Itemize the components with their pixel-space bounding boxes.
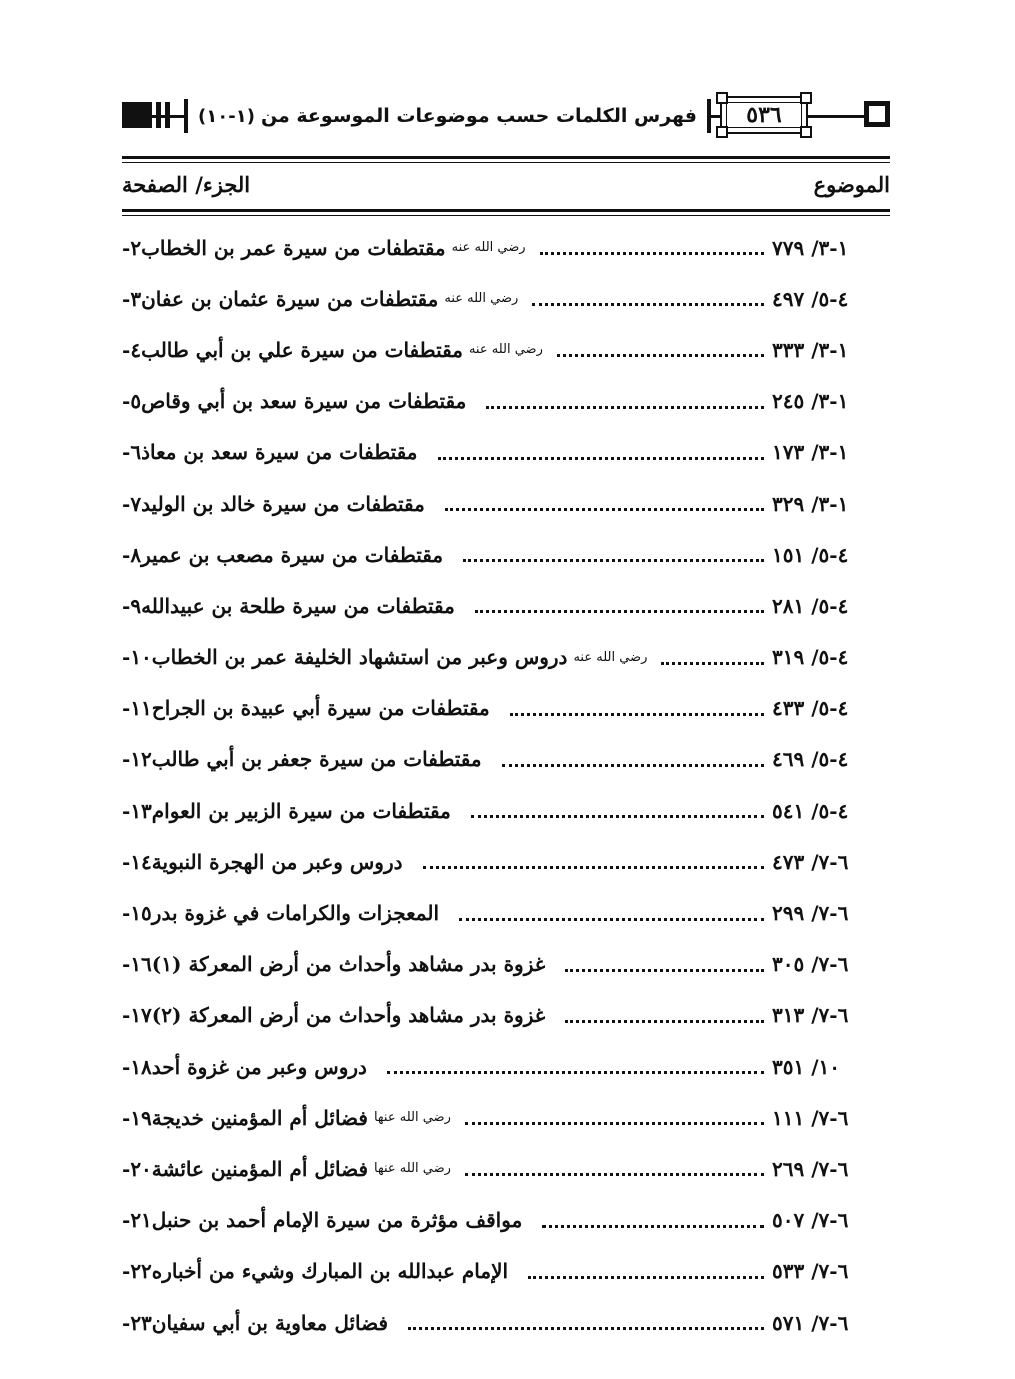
entry-number: ٦-: [122, 440, 142, 465]
entry-reference: ٦-٧/ ١١١: [772, 1105, 849, 1130]
entry-number: ٢-: [122, 235, 142, 260]
entry-reference: ٦-٧/ ٥٧١: [772, 1310, 849, 1335]
entry-reference: ١٠/ ٣٥١: [772, 1054, 840, 1079]
index-entry: [122, 632, 890, 683]
index-entries: [122, 222, 890, 1348]
entry-title: فضائل معاوية بن أبي سفيان: [151, 1310, 389, 1335]
entry-reference: ٤-٥/ ٤٣٣: [772, 696, 849, 721]
dot-leader: [565, 1020, 764, 1023]
index-entry: [122, 580, 890, 631]
entry-title: غزوة بدر مشاهد وأحداث من أرض المعركة (٢): [151, 1003, 546, 1028]
entry-number: ١٨-: [122, 1054, 152, 1079]
dot-leader: [465, 1173, 764, 1176]
running-title: فهرس الكلمات حسب موضوعات الموسوعة من: [260, 105, 698, 127]
entry-title: مقتطفات من سيرة عثمان بن عفان: [141, 286, 439, 311]
entry-reference: ١-٣/ ٣٣٣: [772, 337, 849, 362]
entry-number: ١٦-: [122, 952, 152, 977]
dot-leader: [423, 866, 764, 869]
entry-title: الإمام عبدالله بن المبارك وشيء من أخباره: [151, 1259, 509, 1284]
index-entry: [122, 427, 890, 478]
entry-title: دروس وعبر من الهجرة النبوية: [151, 849, 403, 874]
entry-number: ٢٣-: [122, 1310, 152, 1335]
column-heading-topic: الموضوع: [813, 172, 890, 197]
index-entry: [122, 376, 890, 427]
dot-leader: [565, 969, 764, 972]
entry-number: ٢١-: [122, 1208, 152, 1233]
entry-reference: ٤-٥/ ٤٩٧: [772, 286, 849, 311]
index-entry: [122, 785, 890, 836]
dot-leader: [387, 1071, 764, 1074]
header-divider-thick: [122, 156, 890, 159]
entry-honorific: رضي الله عنه: [451, 240, 526, 256]
entry-number: ٩-: [122, 593, 142, 618]
entry-reference: ١-٣/ ٢٤٥: [772, 389, 849, 414]
entry-title: دروس وعبر من استشهاد الخليفة عمر بن الخطاب: [151, 645, 568, 670]
page-number-frame: [720, 96, 808, 134]
dot-leader: [408, 1327, 764, 1330]
entry-number: ٢٠-: [122, 1156, 152, 1181]
entry-reference: ٦-٧/ ٤٧٣: [772, 849, 849, 874]
entry-reference: ٦-٧/ ٥٠٧: [772, 1208, 849, 1233]
index-entry: [122, 887, 890, 938]
entry-reference: ٤-٥/ ٥٤١: [772, 798, 849, 823]
entry-reference: ٤-٥/ ٢٨١: [772, 593, 849, 618]
column-heading-reference: الجزء/ الصفحة: [122, 172, 251, 197]
entry-title: مقتطفات من سيرة خالد بن الوليد: [141, 491, 425, 516]
entry-reference: ١-٣/ ٧٧٩: [772, 235, 849, 260]
entry-reference: ٤-٥/ ٣١٩: [772, 645, 849, 670]
dot-leader: [465, 1122, 764, 1125]
entry-reference: ٦-٧/ ٥٣٣: [772, 1259, 849, 1284]
index-entry: [122, 273, 890, 324]
entry-number: ٤-: [122, 337, 142, 362]
entry-title: مقتطفات من سيرة الزبير بن العوام: [151, 798, 451, 823]
entry-title: فضائل أم المؤمنين عائشة: [151, 1156, 369, 1181]
index-entry: [122, 1195, 890, 1246]
entry-honorific: رضي الله عنه: [573, 649, 648, 665]
entry-number: ٧-: [122, 491, 142, 516]
entry-reference: ٦-٧/ ٢٦٩: [772, 1156, 849, 1181]
entry-reference: ٤-٥/ ١٥١: [772, 542, 849, 567]
entry-reference: ١-٣/ ٣٢٩: [772, 491, 849, 516]
entry-reference: ٤-٥/ ٤٦٩: [772, 747, 849, 772]
running-header: [122, 96, 890, 136]
entry-number: ١٣-: [122, 798, 152, 823]
dot-leader: [542, 1225, 764, 1228]
entry-title: مقتطفات من سيرة عمر بن الخطاب: [141, 235, 446, 260]
entry-title: مقتطفات من سيرة سعد بن أبي وقاص: [141, 389, 467, 414]
index-entry: [122, 1143, 890, 1194]
entry-reference: ١-٣/ ١٧٣: [772, 440, 849, 465]
entry-title: مقتطفات من سيرة سعد بن معاذ: [141, 440, 418, 465]
header-divider-thin: [122, 162, 890, 163]
page-number: ٥٣٦: [746, 102, 782, 128]
entry-number: ٢٢-: [122, 1259, 152, 1284]
entry-title: مواقف مؤثرة من سيرة الإمام أحمد بن حنبل: [151, 1208, 523, 1233]
entry-number: ١٩-: [122, 1105, 152, 1130]
index-entry: [122, 1297, 890, 1348]
index-entry: [122, 990, 890, 1041]
index-entry: [122, 836, 890, 887]
entry-title: دروس وعبر من غزوة أحد: [151, 1054, 367, 1079]
entry-number: ١٥-: [122, 901, 152, 926]
entry-number: ٨-: [122, 542, 142, 567]
entry-number: ١٧-: [122, 1003, 152, 1028]
dot-leader: [502, 764, 764, 767]
index-entry: [122, 734, 890, 785]
dot-leader: [471, 815, 764, 818]
column-heading-divider: [122, 209, 890, 212]
column-heading-divider-thin: [122, 215, 890, 216]
entry-number: ١١-: [122, 696, 152, 721]
entry-reference: ٦-٧/ ٣١٣: [772, 1003, 849, 1028]
header-left-ornament: [122, 102, 170, 128]
entry-title: غزوة بدر مشاهد وأحداث من أرض المعركة (١): [151, 952, 546, 977]
dot-leader: [510, 713, 764, 716]
entry-reference: ٦-٧/ ٣٠٥: [772, 952, 849, 977]
entry-honorific: رضي الله عنه: [468, 342, 543, 358]
dot-leader: [463, 559, 764, 562]
entry-honorific: رضي الله عنه: [444, 291, 519, 307]
entry-number: ١٠-: [122, 645, 152, 670]
entry-honorific: رضي الله عنها: [374, 1161, 451, 1177]
entry-number: ٣-: [122, 286, 142, 311]
index-entry: [122, 324, 890, 375]
running-title-box: [184, 99, 711, 133]
entry-title: مقتطفات من سيرة طلحة بن عبيدالله: [141, 593, 455, 618]
entry-title: المعجزات والكرامات في غزوة بدر: [151, 901, 440, 926]
index-entry: [122, 478, 890, 529]
dot-leader: [540, 252, 764, 255]
entry-title: مقتطفات من سيرة علي بن أبي طالب: [141, 337, 463, 362]
index-entry: [122, 1041, 890, 1092]
dot-leader: [528, 1276, 764, 1279]
entry-number: ١٢-: [122, 747, 152, 772]
entry-title: مقتطفات من سيرة مصعب بن عمير: [141, 542, 444, 567]
dot-leader: [661, 662, 764, 665]
dot-leader: [445, 508, 764, 511]
entry-honorific: رضي الله عنها: [373, 1110, 451, 1126]
dot-leader: [557, 354, 764, 357]
dot-leader: [438, 457, 765, 460]
entry-title: فضائل أم المؤمنين خديجة: [151, 1105, 368, 1130]
running-title-range: (١-١٠): [198, 105, 255, 127]
index-entry: [122, 529, 890, 580]
entry-reference: ٦-٧/ ٢٩٩: [772, 901, 849, 926]
index-entry: [122, 939, 890, 990]
dot-leader: [459, 918, 764, 921]
index-entry: [122, 222, 890, 273]
dot-leader: [475, 610, 764, 613]
dot-leader: [486, 406, 764, 409]
entry-title: مقتطفات من سيرة أبي عبيدة بن الجراح: [151, 696, 490, 721]
header-right-ornament: [864, 101, 890, 127]
dot-leader: [532, 303, 764, 306]
index-entry: [122, 1092, 890, 1143]
entry-number: ٥-: [122, 389, 142, 414]
index-entry: [122, 683, 890, 734]
entry-title: مقتطفات من سيرة جعفر بن أبي طالب: [151, 747, 482, 772]
entry-number: ١٤-: [122, 849, 152, 874]
index-entry: [122, 1246, 890, 1297]
